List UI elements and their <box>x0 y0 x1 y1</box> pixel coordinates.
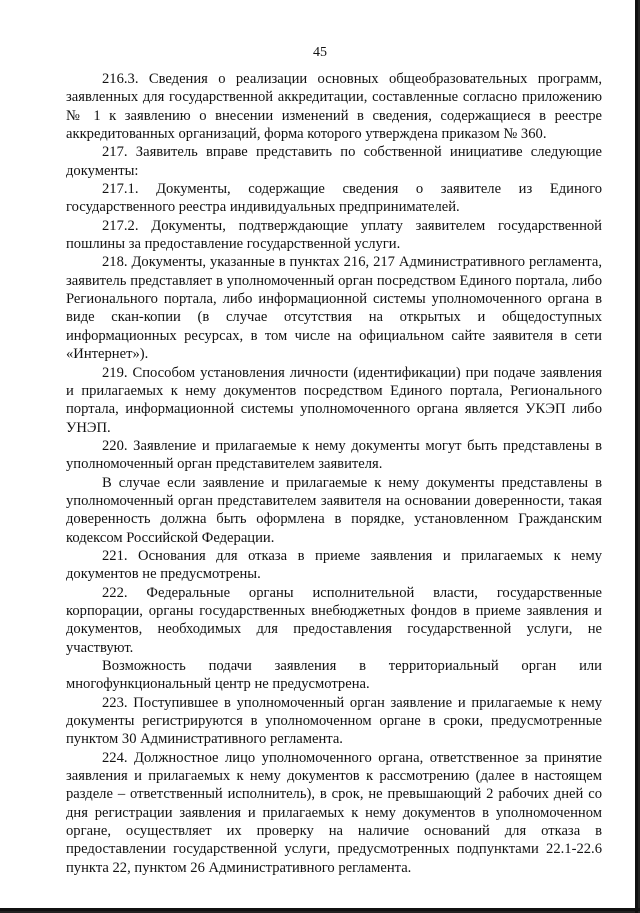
paragraph-217-1: 217.1. Документы, содержащие сведения о заявителе из Единого государственного реестра индивидуальных предпринимателей. <box>66 181 602 216</box>
paragraph-217-2: 217.2. Документы, подтверждающие уплату заявителем государственной пошлины за предоставление государственной услуги. <box>66 217 602 253</box>
paragraph-222: 222. Федеральные органы исполнительной власти, государственные корпорации, органы государственных внебюджетных фондов в приеме заявления и документов, необходимых для предоставления государственной услуги, не участвуют. <box>66 584 602 656</box>
scan-edge-bottom <box>0 908 640 911</box>
paragraph-223: 223. Поступившее в уполномоченный орган заявление и прилагаемые к нему документы регистрируются в уполномоченном органе в сроки, предусмотренные пунктом 30 Административного регламента. <box>66 694 602 748</box>
paragraph-216-3: 216.3. Сведения о реализации основных общеобразовательных программ, заявленных для государственной аккредитации, составленные согласно приложению № 1 к заявлению о внесении изменений в сведения, содержащиеся в реестре аккредитованных организаций, форма которого утверждена приказом № 360. <box>66 71 602 143</box>
scan-edge-right <box>635 0 638 913</box>
paragraph-217: 217. Заявитель вправе представить по собственной инициативе следующие документы: <box>66 144 602 179</box>
document-body <box>66 70 602 877</box>
paragraph-219: 219. Способом установления личности (идентификации) при подаче заявления и прилагаемых к нему документов посредством Единого портала, Регионального портала, информационной системы уполномоченного органа является УКЭП либо УНЭП. <box>66 364 602 436</box>
paragraph-221: 221. Основания для отказа в приеме заявления и прилагаемых к нему документов не предусмотрены. <box>66 547 602 583</box>
paragraph-222-territorial: Возможность подачи заявления в территориальный орган или многофункциональный центр не предусмотрена. <box>66 658 602 693</box>
paragraph-220-representative: В случае если заявление и прилагаемые к нему документы представлены в уполномоченный орган представителем заявителя на основании доверенности, такая доверенность должна быть оформлена в порядке, установленном Гражданским кодексом Российской Федерации. <box>66 474 602 546</box>
page-number: 45 <box>313 45 327 60</box>
paragraph-224: 224. Должностное лицо уполномоченного органа, ответственное за принятие заявления и прилагаемых к нему документов к рассмотрению (далее в настоящем разделе – ответственный исполнитель), в срок, не превышающий 2 рабочих дней со дня регистрации заявления и прилагаемых к нему документов в уполномоченном органе, осуществляет их проверку на наличие оснований для отказа в предоставлении государственной услуги, предусмотренных подпунктами 22.1-22.6 пункта 22, пунктом 26 Административного регламента. <box>66 749 602 876</box>
paragraph-220: 220. Заявление и прилагаемые к нему документы могут быть представлены в уполномоченный орган представителем заявителя. <box>66 437 602 473</box>
paragraph-218: 218. Документы, указанные в пунктах 216, 217 Административного регламента, заявитель представляет в уполномоченный орган посредством Единого портала, либо Регионального портала, либо информационной системы уполномоченного органа в виде скан-копии (в случае отсутствия на открытых и общедоступных информационных ресурсах, в том числе на официальном сайте заявителя в сети «Интернет»). <box>66 254 602 363</box>
